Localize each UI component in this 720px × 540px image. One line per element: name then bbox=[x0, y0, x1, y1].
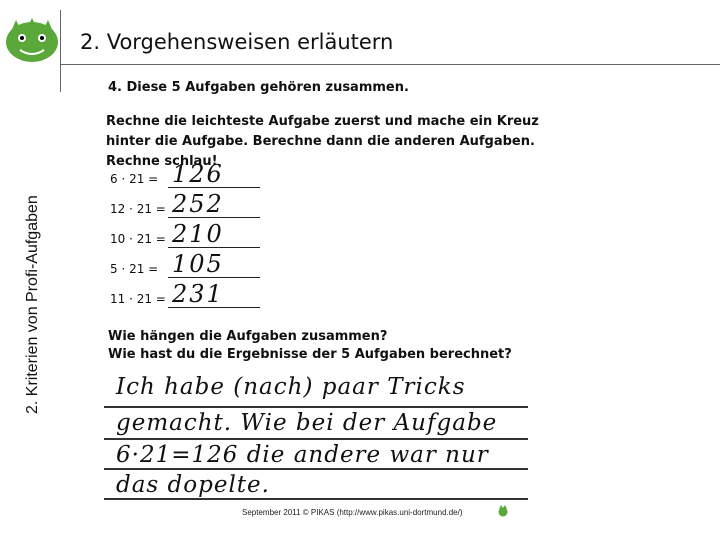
writing-line bbox=[104, 498, 528, 500]
task-heading: 4. Diese 5 Aufgaben gehören zusammen. bbox=[108, 80, 409, 95]
question-connection: Wie hängen die Aufgaben zusammen? bbox=[108, 329, 388, 344]
question-method: Wie hast du die Ergebnisse der 5 Aufgaben berechnet? bbox=[108, 347, 512, 362]
header-horizontal-divider bbox=[60, 64, 720, 65]
pikas-logo-icon bbox=[4, 16, 60, 64]
question-block bbox=[108, 328, 512, 364]
equation-row bbox=[110, 162, 260, 190]
writing-line bbox=[104, 468, 528, 470]
handwritten-answer: 126 bbox=[172, 160, 224, 188]
handwritten-line: das dopelte. bbox=[116, 472, 270, 498]
equation-row bbox=[110, 192, 260, 220]
equation-expression: 6 · 21 = bbox=[110, 172, 159, 186]
equation-expression: 11 · 21 = bbox=[110, 292, 166, 306]
handwritten-answer: 231 bbox=[172, 280, 224, 308]
writing-line bbox=[104, 438, 528, 440]
equation-row bbox=[110, 282, 260, 310]
equation-row bbox=[110, 252, 260, 280]
side-label: 2. Kriterien von Profi-Aufgaben bbox=[24, 195, 41, 414]
equation-expression: 5 · 21 = bbox=[110, 262, 159, 276]
handwritten-answer: 105 bbox=[172, 250, 224, 278]
task-instruction: Rechne die leichteste Aufgabe zuerst und mache ein Kreuz hinter die Aufgabe. Berechne dann die anderen Aufgaben. Rechne schlau! bbox=[106, 114, 539, 169]
header-vertical-divider bbox=[60, 10, 61, 92]
handwritten-line: 6·21=126 die andere war nur bbox=[116, 442, 489, 468]
handwritten-answer: 252 bbox=[172, 190, 224, 218]
writing-line bbox=[104, 406, 528, 408]
equation-expression: 10 · 21 = bbox=[110, 232, 166, 246]
equation-expression: 12 · 21 = bbox=[110, 202, 166, 216]
pikas-mascot-icon bbox=[498, 505, 508, 517]
handwritten-line: Ich habe (nach) paar Tricks bbox=[116, 374, 466, 400]
handwritten-line: gemacht. Wie bei der Aufgabe bbox=[116, 410, 498, 436]
equation-row bbox=[110, 222, 260, 250]
slide-title: 2. Vorgehensweisen erläutern bbox=[80, 30, 394, 54]
handwritten-answer: 210 bbox=[172, 220, 224, 248]
worksheet-scan bbox=[100, 72, 540, 512]
footer-credit: September 2011 © PIKAS (http://www.pikas.uni-dortmund.de/) bbox=[242, 508, 463, 517]
